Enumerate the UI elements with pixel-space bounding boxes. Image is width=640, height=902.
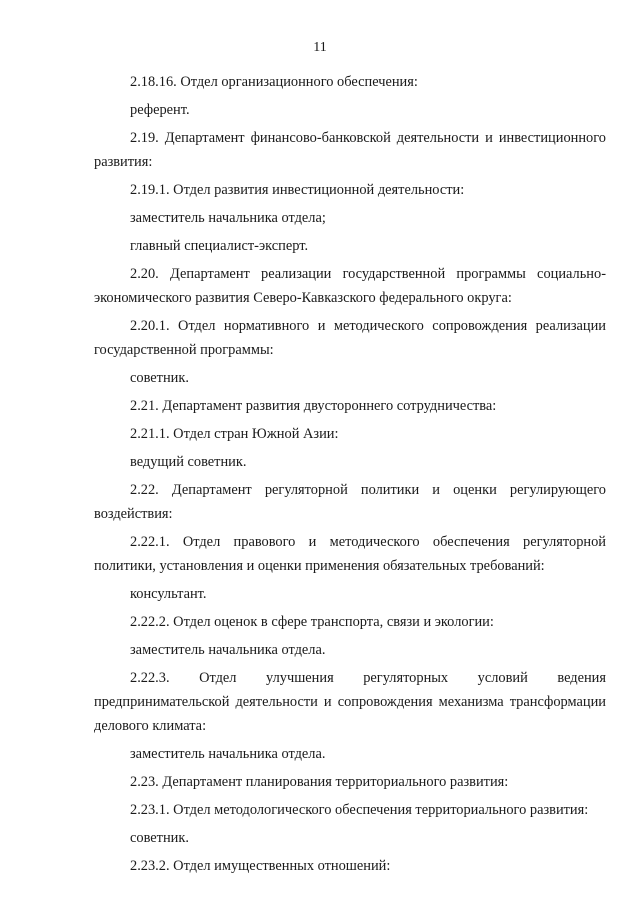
paragraph: 2.21.1. Отдел стран Южной Азии: — [130, 426, 339, 442]
paragraph: заместитель начальника отдела. — [130, 746, 326, 762]
paragraph: 2.19. Департамент финансово-банковской деятельности и инвестиционного развития: — [94, 130, 606, 170]
paragraph: 2.22.2. Отдел оценок в сфере транспорта, связи и экологии: — [130, 614, 494, 630]
paragraph: 2.18.16. Отдел организационного обеспечения: — [130, 74, 418, 90]
paragraph: ведущий советник. — [130, 454, 247, 470]
paragraph: 2.22.3. Отдел улучшения регуляторных условий ведения предпринимательской деятельности и сопровождения механизма трансформации делового климата: — [94, 670, 606, 734]
paragraph: референт. — [130, 102, 190, 118]
paragraph: консультант. — [130, 586, 207, 602]
document-body — [94, 66, 606, 878]
paragraph: заместитель начальника отдела; — [130, 210, 326, 226]
paragraph: 2.22. Департамент регуляторной политики и оценки регулирующего воздействия: — [94, 482, 606, 522]
paragraph: 2.23.1. Отдел методологического обеспечения территориального развития: — [130, 802, 589, 818]
paragraph: 2.22.1. Отдел правового и методического обеспечения регуляторной политики, установления и оценки применения обязательных требований: — [94, 534, 606, 574]
page-number: 11 — [313, 40, 327, 55]
paragraph: 2.23. Департамент планирования территориального развития: — [130, 774, 509, 790]
paragraph: 2.19.1. Отдел развития инвестиционной деятельности: — [130, 182, 465, 198]
paragraph: 2.21. Департамент развития двустороннего сотрудничества: — [130, 398, 497, 414]
paragraph: главный специалист-эксперт. — [130, 238, 309, 254]
paragraph: 2.20. Департамент реализации государственной программы социально-экономического развития Северо-Кавказского федерального округа: — [94, 266, 606, 306]
paragraph: заместитель начальника отдела. — [130, 642, 326, 658]
paragraph: советник. — [130, 830, 189, 846]
paragraph: 2.20.1. Отдел нормативного и методического сопровождения реализации государственной программы: — [94, 318, 606, 358]
paragraph: 2.23.2. Отдел имущественных отношений: — [130, 858, 391, 874]
paragraph: советник. — [130, 370, 189, 386]
